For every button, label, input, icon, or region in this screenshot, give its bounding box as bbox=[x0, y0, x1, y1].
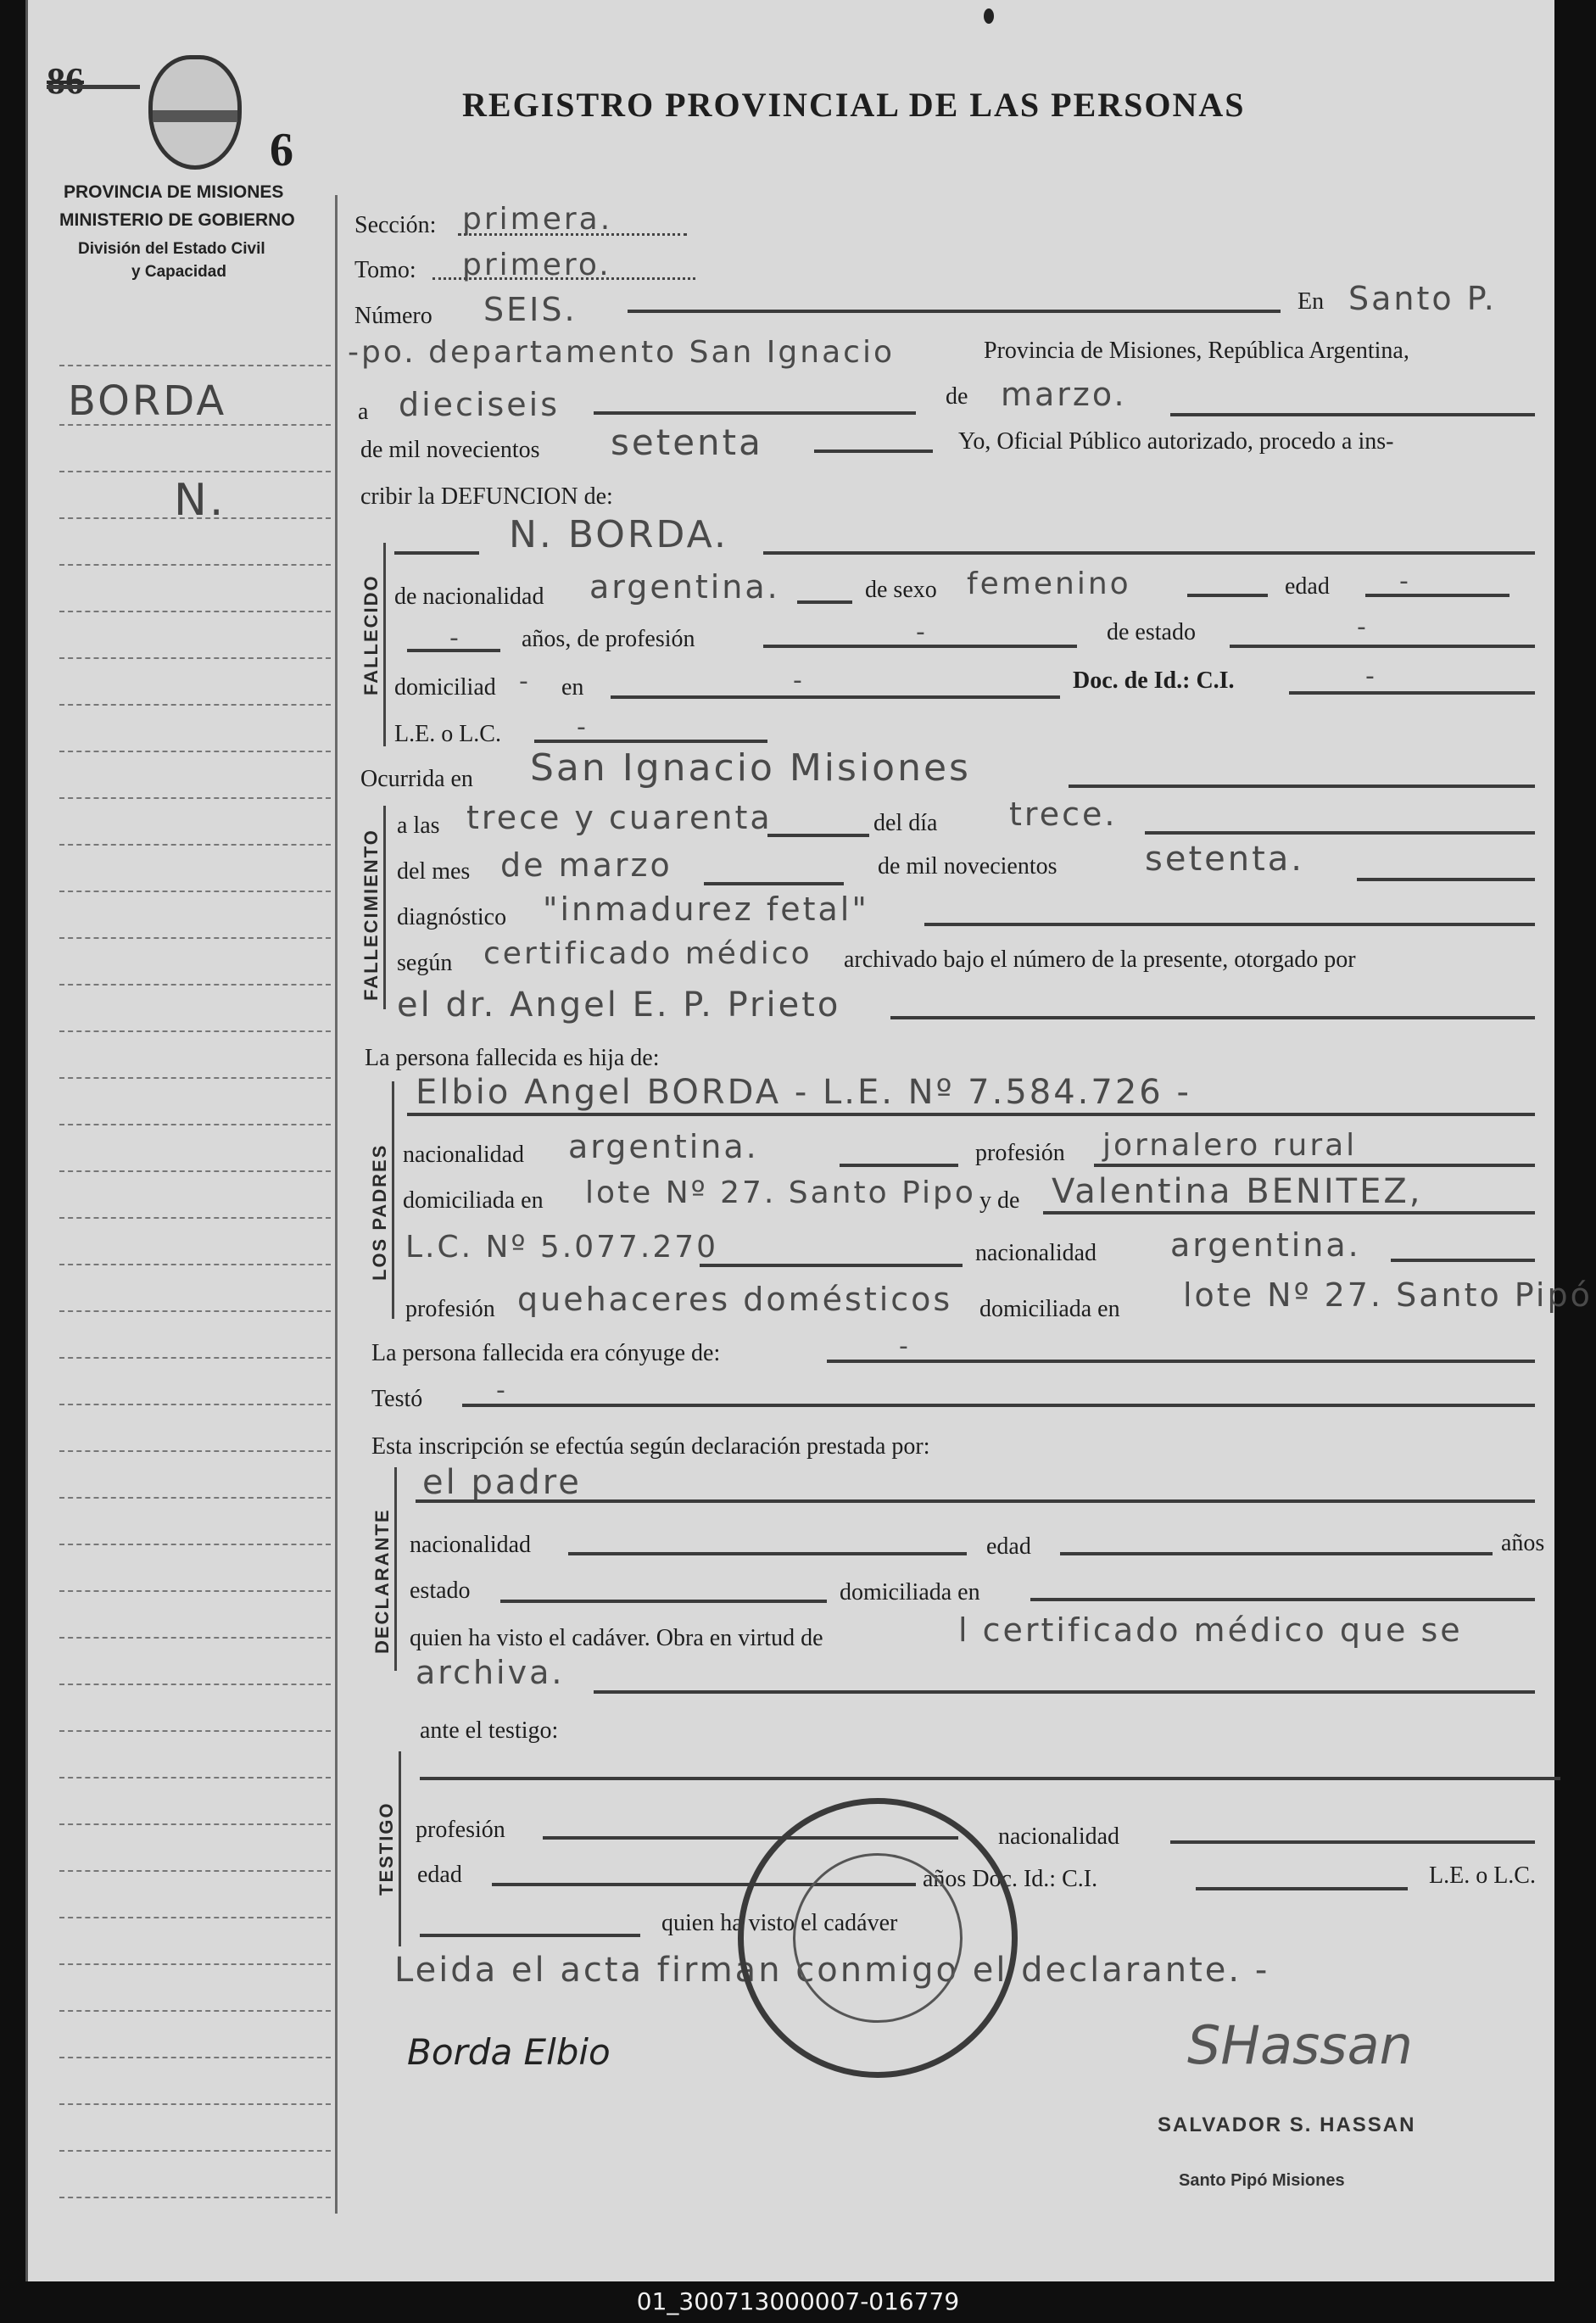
estado-label: de estado bbox=[1107, 619, 1196, 645]
padre-profesion-value: jornalero rural bbox=[1102, 1128, 1358, 1163]
declarante-name: el padre bbox=[422, 1463, 582, 1502]
madre-value: Valentina BENITEZ, bbox=[1052, 1172, 1423, 1211]
diagnostico-label: diagnóstico bbox=[397, 904, 507, 930]
profesion-value: - bbox=[916, 617, 928, 647]
ministry-name: MINISTERIO DE GOBIERNO bbox=[59, 210, 295, 230]
footer-code: 01_300713000007-016779 bbox=[636, 2287, 960, 2315]
numero-label: Número bbox=[354, 303, 432, 329]
madre-profesion-label: profesión bbox=[405, 1296, 495, 1322]
ink-mark bbox=[984, 8, 994, 24]
ocurrida-label: Ocurrida en bbox=[360, 766, 473, 792]
hora-label: a las bbox=[397, 812, 440, 839]
declarante-domiciliada-label: domiciliada en bbox=[840, 1579, 980, 1605]
testigo-intro: ante el testigo: bbox=[420, 1717, 559, 1744]
declarante-visto-value-2: archiva. bbox=[416, 1654, 565, 1691]
padres-intro: La persona fallecida es hija de: bbox=[365, 1045, 660, 1071]
padre-value: Elbio Angel BORDA - L.E. Nº 7.584.726 - bbox=[416, 1073, 1191, 1112]
year-value: setenta bbox=[611, 422, 763, 463]
padre-domiciliada-value: lote Nº 27. Santo Pipo bbox=[585, 1175, 976, 1210]
testigo-visto-label: quien ha visto el cadáver bbox=[661, 1910, 898, 1936]
official-stamp-inner-ring bbox=[793, 1853, 963, 2023]
tomo-label: Tomo: bbox=[354, 257, 416, 283]
leida-text: Leida el acta firman conmigo el declarante. - bbox=[394, 1951, 1270, 1990]
segun-label: según bbox=[397, 950, 453, 976]
madre-domiciliada-value: lote Nº 27. Santo Pipó bbox=[1183, 1276, 1593, 1314]
old-number: 86 bbox=[47, 60, 84, 102]
testo-label: Testó bbox=[371, 1386, 423, 1412]
a-label: a bbox=[358, 399, 369, 425]
seccion-value: primera. bbox=[462, 202, 613, 237]
declarante-estado-label: estado bbox=[410, 1578, 471, 1604]
seccion-label: Sección: bbox=[354, 212, 437, 238]
page-number: 6 bbox=[270, 124, 293, 176]
margin-name: N. bbox=[174, 475, 226, 526]
oficial-text-2: cribir la DEFUNCION de: bbox=[360, 483, 613, 510]
fallecido-bracket bbox=[383, 543, 386, 746]
conyuge-value: - bbox=[899, 1332, 911, 1361]
nacionalidad-value: argentina. bbox=[589, 568, 780, 606]
doc-label: Doc. de Id.: C.I. bbox=[1073, 667, 1235, 694]
fallecido-name: N. BORDA. bbox=[509, 513, 728, 556]
declarante-anios-label: años bbox=[1501, 1530, 1545, 1556]
month-value: marzo. bbox=[1001, 376, 1127, 413]
dia-value: trece. bbox=[1009, 796, 1118, 833]
margin-surname: BORDA bbox=[68, 377, 227, 425]
sexo-value: femenino bbox=[967, 567, 1131, 601]
testigo-edad-label: edad bbox=[417, 1862, 462, 1888]
padre-nacionalidad-label: nacionalidad bbox=[403, 1142, 525, 1168]
domiciliado-label: domiciliad bbox=[394, 674, 496, 701]
numero-value: SEIS. bbox=[483, 291, 578, 328]
le-value: - bbox=[577, 712, 589, 742]
le-label: L.E. o L.C. bbox=[394, 721, 501, 747]
madre-nacionalidad-label: nacionalidad bbox=[975, 1240, 1097, 1266]
conyuge-label: La persona fallecida era cónyuge de: bbox=[371, 1340, 721, 1366]
day-value: dieciseis bbox=[399, 386, 561, 423]
declarante-edad-label: edad bbox=[986, 1533, 1031, 1560]
edad-label: edad bbox=[1285, 573, 1330, 600]
declarante-bracket bbox=[394, 1467, 397, 1671]
hora-value: trece y cuarenta bbox=[466, 799, 773, 836]
archivado-text: archivado bajo el número de la presente, otorgado por bbox=[844, 947, 1356, 973]
testigo-nacionalidad-label: nacionalidad bbox=[998, 1823, 1120, 1850]
year-label: de mil novecientos bbox=[360, 437, 540, 463]
anios-value: - bbox=[449, 623, 461, 653]
declarante-nacionalidad-label: nacionalidad bbox=[410, 1532, 532, 1558]
padre-profesion-label: profesión bbox=[975, 1140, 1065, 1166]
declarante-intro: Esta inscripción se efectúa según declaración prestada por: bbox=[371, 1433, 930, 1460]
tomo-value: primero. bbox=[462, 248, 611, 282]
fallecimiento-bracket bbox=[383, 806, 386, 1009]
official-place: Santo Pipó Misiones bbox=[1179, 2171, 1345, 2190]
division-line-1: División del Estado Civil bbox=[78, 240, 265, 258]
dia-label: del día bbox=[873, 810, 938, 836]
edad-value: - bbox=[1399, 567, 1411, 596]
province-text: Provincia de Misiones, República Argentina, bbox=[984, 338, 1409, 364]
madre-domiciliada-label: domiciliada en bbox=[979, 1296, 1120, 1322]
anio-value: setenta. bbox=[1145, 840, 1305, 879]
declarante-section-label: DECLARANTE bbox=[371, 1508, 393, 1654]
nacionalidad-label: de nacionalidad bbox=[394, 584, 544, 610]
page-title: REGISTRO PROVINCIAL DE LAS PERSONAS bbox=[462, 86, 1246, 124]
madre-doc-value: L.C. Nº 5.077.270 bbox=[405, 1230, 719, 1265]
madre-nacionalidad-value: argentina. bbox=[1170, 1226, 1361, 1264]
testigo-anios-doc-label: años Doc. Id.: C.I. bbox=[923, 1866, 1098, 1892]
anios-label: años, de profesión bbox=[522, 626, 695, 652]
fallecido-section-label: FALLECIDO bbox=[360, 574, 382, 695]
official-signature: SHassan bbox=[1187, 2014, 1413, 2076]
declarante-visto-value: l certificado médico que se bbox=[958, 1611, 1463, 1649]
province-name: PROVINCIA DE MISIONES bbox=[64, 182, 284, 202]
otorgado-value: el dr. Angel E. P. Prieto bbox=[397, 986, 841, 1025]
old-number-strike bbox=[47, 85, 140, 89]
padres-bracket bbox=[392, 1081, 394, 1319]
doc-value: - bbox=[1365, 662, 1377, 691]
testigo-bracket bbox=[399, 1751, 401, 1946]
padre-domiciliada-label: domiciliada en bbox=[403, 1187, 544, 1214]
y-de-label: y de bbox=[979, 1187, 1020, 1214]
mes-value: de marzo bbox=[500, 846, 672, 884]
diagnostico-value: "inmadurez fetal" bbox=[543, 891, 869, 928]
coat-of-arms-band bbox=[153, 110, 237, 122]
en-value-fallecido: - bbox=[793, 666, 805, 695]
domiciliado-value: - bbox=[519, 667, 531, 696]
anio-label: de mil novecientos bbox=[878, 853, 1057, 880]
margin-rule bbox=[335, 195, 338, 2214]
division-line-2: y Capacidad bbox=[131, 263, 226, 281]
estado-value: - bbox=[1357, 612, 1369, 642]
declarante-visto-label: quien ha visto el cadáver. Obra en virtud de bbox=[410, 1625, 823, 1651]
testigo-profesion-label: profesión bbox=[416, 1817, 505, 1843]
padre-nacionalidad-value: argentina. bbox=[568, 1128, 759, 1165]
place-value: -po. departamento San Ignacio bbox=[348, 335, 895, 370]
testigo-section-label: TESTIGO bbox=[376, 1801, 397, 1896]
en-value: Santo P. bbox=[1348, 280, 1497, 317]
fallecimiento-section-label: FALLECIMIENTO bbox=[360, 829, 382, 1001]
en-label-fallecido: en bbox=[561, 674, 584, 701]
official-name: SALVADOR S. HASSAN bbox=[1158, 2114, 1416, 2136]
ocurrida-value: San Ignacio Misiones bbox=[530, 746, 971, 790]
segun-value: certificado médico bbox=[483, 936, 812, 971]
oficial-text-1: Yo, Oficial Público autorizado, procedo a ins- bbox=[958, 428, 1394, 455]
testigo-le-label: L.E. o L.C. bbox=[1429, 1862, 1536, 1889]
en-label: En bbox=[1297, 288, 1325, 315]
mes-label: del mes bbox=[397, 858, 471, 885]
testo-value: - bbox=[496, 1376, 508, 1405]
de-label: de bbox=[946, 383, 968, 410]
sexo-label: de sexo bbox=[865, 577, 937, 603]
padres-section-label: LOS PADRES bbox=[369, 1143, 390, 1281]
declarante-signature: Borda Elbio bbox=[407, 2031, 611, 2073]
madre-profesion-value: quehaceres domésticos bbox=[517, 1281, 953, 1318]
